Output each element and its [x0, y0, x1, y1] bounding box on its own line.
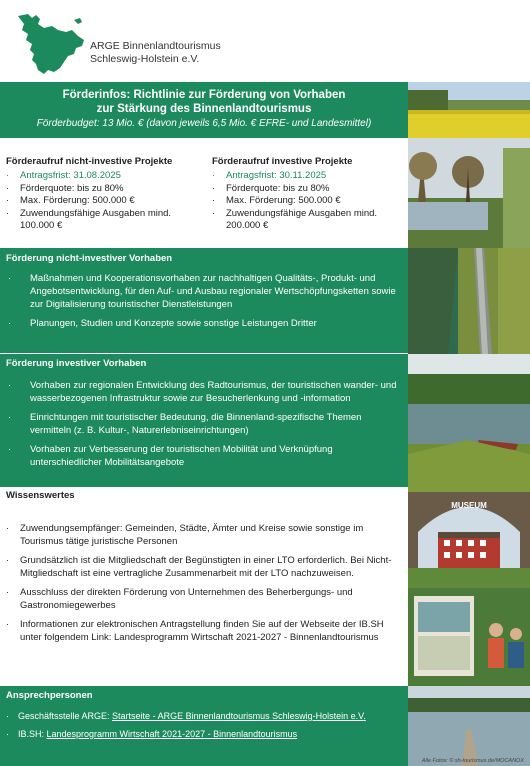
wissenswertes-item: · Zuwendungsempfänger: Gemeinden, Städte, Ämter und Kreise sowie sonstige im Tourismus tätige juristische Personen — [6, 522, 400, 548]
org-name — [90, 40, 221, 66]
photo-credit: Alle Fotos: © sh-tourismus.de/MOCANOX — [421, 758, 524, 764]
title-line2: zur Stärkung des Binnenlandtourismus — [96, 103, 312, 115]
noninvestive-item: · Planungen, Studien und Konzepte sowie sonstige Leistungen Dritter — [6, 317, 400, 330]
boardwalk-photo — [408, 248, 530, 354]
call-heading: Förderaufruf nicht-investive Projekte — [6, 156, 173, 167]
contact-ibsh — [6, 728, 366, 740]
investive-heading: Förderung investiver Vorhaben — [6, 358, 147, 369]
call-quota: · Förderquote: bis zu 80% — [6, 183, 206, 196]
call-quota: · Förderquote: bis zu 80% — [212, 183, 404, 196]
noninvestive-item: · Maßnahmen und Kooperationsvorhaben zur nachhaltigen Qualitäts-, Produkt- und Angebotsentwicklung, für den Auf- und Ausbau regionaler Wertschöpfungsketten sowie zur Digitalisierung touristischer Dienstleistungen — [6, 272, 400, 311]
contacts-heading: Ansprechpersonen — [6, 690, 93, 701]
title-line1: Förderinfos: Richtlinie zur Förderung von Vorhaben — [62, 89, 346, 101]
investive-section — [0, 354, 408, 487]
river-boat-photo — [408, 354, 530, 492]
schleswig-holstein-map-logo — [14, 10, 88, 78]
call-max: · Max. Förderung: 500.000 € — [212, 195, 404, 208]
wissenswertes-heading: Wissenswertes — [6, 490, 75, 501]
org-name-line1: ARGE Binnenlandtourismus — [90, 40, 221, 52]
museum-photo — [408, 492, 530, 588]
call-deadline: · Antragsfrist: 30.11.2025 — [212, 170, 404, 183]
investive-item: · Einrichtungen mit touristischer Bedeutung, die Binnenland-spezifische Themen vermitteln (z. B. Kultur-, Naturerlebniseinrichtungen) — [6, 411, 400, 437]
contact-ibsh-link[interactable]: Landesprogramm Wirtschaft 2021-2027 - Binnenlandtourismus — [46, 729, 298, 739]
noninvestive-section — [0, 248, 408, 353]
org-name-line2: Schleswig-Holstein e.V. — [90, 53, 200, 65]
contact-ibsh-label: IB.SH: — [18, 729, 47, 739]
call-eligible: · Zuwendungsfähige Ausgaben mind. 200.000 € — [212, 208, 404, 233]
call-eligible: · Zuwendungsfähige Ausgaben mind. 100.000 € — [6, 208, 206, 233]
funding-budget: Förderbudget: 13 Mio. € (davon jeweils 6,5 Mio. € EFRE- und Landesmittel) — [36, 118, 372, 129]
contact-arge-label: Geschäftsstelle ARGE: — [18, 711, 113, 721]
call-investive — [212, 156, 404, 233]
contact-arge-link[interactable]: Startseite - ARGE Binnenlandtourismus Schleswig-Holstein e.V. — [112, 711, 366, 721]
photo-column — [408, 82, 530, 766]
noninvestive-heading: Förderung nicht-investiver Vorhaben — [6, 253, 173, 264]
call-max: · Max. Förderung: 500.000 € — [6, 195, 206, 208]
contact-arge — [6, 710, 366, 722]
lake-trees-photo — [408, 138, 530, 248]
wissenswertes-section — [0, 522, 408, 650]
investive-item: · Vorhaben zur Verbesserung der touristischen Mobilität und Verknüpfung unterschiedlicher Mobilitätsangebote — [6, 443, 400, 469]
call-heading: Förderaufruf investive Projekte — [212, 156, 353, 167]
investive-item: · Vorhaben zur regionalen Entwicklung des Radtourismus, der touristischen wander- und wasserbezogenen Infrastruktur sowie zur Besucherlenkung und -information — [6, 379, 400, 405]
wissenswertes-item: · Ausschluss der direkten Förderung von Unternehmen des Beherbergungs- und Gastronomiegewerbes — [6, 586, 400, 612]
lake-pier-photo — [408, 686, 530, 766]
header — [0, 0, 530, 82]
museum-sign-text: MUSEUM — [451, 501, 487, 510]
call-noninvestive — [6, 156, 206, 233]
title-banner — [0, 82, 408, 138]
wissenswertes-item: · Informationen zur elektronischen Antragstellung finden Sie auf der Webseite der IB.SH unter folgendem Link: Landesprogramm Wirtschaft 2021-2027 - Binnenlandtourismus — [6, 618, 400, 644]
wissenswertes-item: · Grundsätzlich ist die Mitgliedschaft der Begünstigten in einer LTO erforderlich. Bei Nicht-Mitgliedschaft ist eine vertragliche Zusammenarbeit mit der LTO nachzuweisen. — [6, 554, 400, 580]
info-board-photo — [408, 588, 530, 686]
contacts-section — [0, 686, 408, 766]
canola-field-photo — [408, 82, 530, 138]
funding-calls — [0, 138, 408, 248]
call-deadline: · Antragsfrist: 31.08.2025 — [6, 170, 206, 183]
